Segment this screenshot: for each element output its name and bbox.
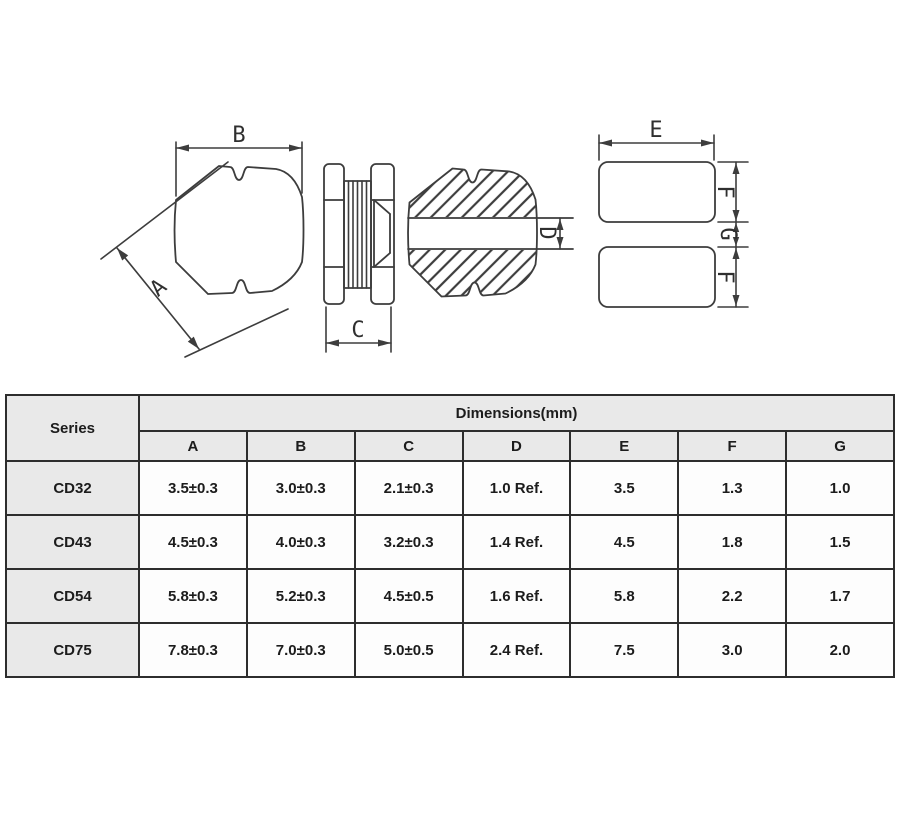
- column-header-g: G: [786, 431, 894, 461]
- dimension-e: [599, 118, 714, 160]
- dim-cell: 2.0: [786, 623, 894, 677]
- dim-label-b: B: [232, 123, 246, 148]
- dim-cell: 2.2: [678, 569, 786, 623]
- dim-label-c: C: [351, 318, 365, 343]
- column-header-f: F: [678, 431, 786, 461]
- dim-cell: 7.5: [570, 623, 678, 677]
- column-header-c: C: [355, 431, 463, 461]
- table-row: [6, 569, 894, 623]
- dim-cell: 2.1±0.3: [355, 461, 463, 515]
- front-view-drawing: [402, 169, 573, 297]
- series-cell: CD32: [6, 461, 139, 515]
- dim-cell: 1.5: [786, 515, 894, 569]
- dim-cell: 4.0±0.3: [247, 515, 355, 569]
- pad-layout-drawing: [599, 118, 748, 307]
- column-letters-row: [6, 431, 894, 461]
- dim-cell: 7.0±0.3: [247, 623, 355, 677]
- dim-label-f-bottom: F: [712, 270, 737, 284]
- dim-cell: 3.0: [678, 623, 786, 677]
- dim-cell: 2.4 Ref.: [463, 623, 571, 677]
- dim-label-f-top: F: [712, 185, 737, 199]
- dim-cell: 3.5±0.3: [139, 461, 247, 515]
- dim-label-e: E: [649, 118, 663, 143]
- series-cell: CD43: [6, 515, 139, 569]
- series-cell: CD75: [6, 623, 139, 677]
- column-header-a: A: [139, 431, 247, 461]
- side-view-drawing: [324, 164, 394, 352]
- dim-cell: 5.8±0.3: [139, 569, 247, 623]
- dim-cell: 1.3: [678, 461, 786, 515]
- dimension-fgf: [712, 162, 748, 307]
- series-header-cell: Series: [6, 395, 139, 461]
- dim-cell: 1.0: [786, 461, 894, 515]
- dim-label-d: D: [534, 226, 559, 240]
- dim-cell: 4.5±0.5: [355, 569, 463, 623]
- dimension-a: [101, 162, 288, 357]
- dimension-c: [326, 307, 391, 352]
- dim-cell: 4.5: [570, 515, 678, 569]
- column-header-d: D: [463, 431, 571, 461]
- table-row: [6, 623, 894, 677]
- dim-label-g: G: [715, 227, 740, 241]
- table-row: [6, 515, 894, 569]
- dim-cell: 5.8: [570, 569, 678, 623]
- dim-cell: 1.4 Ref.: [463, 515, 571, 569]
- dim-cell: 1.6 Ref.: [463, 569, 571, 623]
- table-header-row: [6, 395, 894, 431]
- dim-cell: 5.2±0.3: [247, 569, 355, 623]
- table-row: [6, 461, 894, 515]
- dim-cell: 5.0±0.5: [355, 623, 463, 677]
- dimensions-header-cell: Dimensions(mm): [139, 395, 894, 431]
- dimensions-table: [5, 394, 895, 678]
- dim-cell: 3.5: [570, 461, 678, 515]
- dim-cell: 1.8: [678, 515, 786, 569]
- top-view-drawing: [101, 123, 304, 357]
- dimension-drawing: [0, 0, 900, 390]
- dim-cell: 3.2±0.3: [355, 515, 463, 569]
- dim-cell: 1.7: [786, 569, 894, 623]
- series-cell: CD54: [6, 569, 139, 623]
- dim-cell: 3.0±0.3: [247, 461, 355, 515]
- dim-cell: 1.0 Ref.: [463, 461, 571, 515]
- dim-cell: 4.5±0.3: [139, 515, 247, 569]
- column-header-b: B: [247, 431, 355, 461]
- dim-cell: 7.8±0.3: [139, 623, 247, 677]
- dim-label-a: A: [145, 274, 172, 302]
- column-header-e: E: [570, 431, 678, 461]
